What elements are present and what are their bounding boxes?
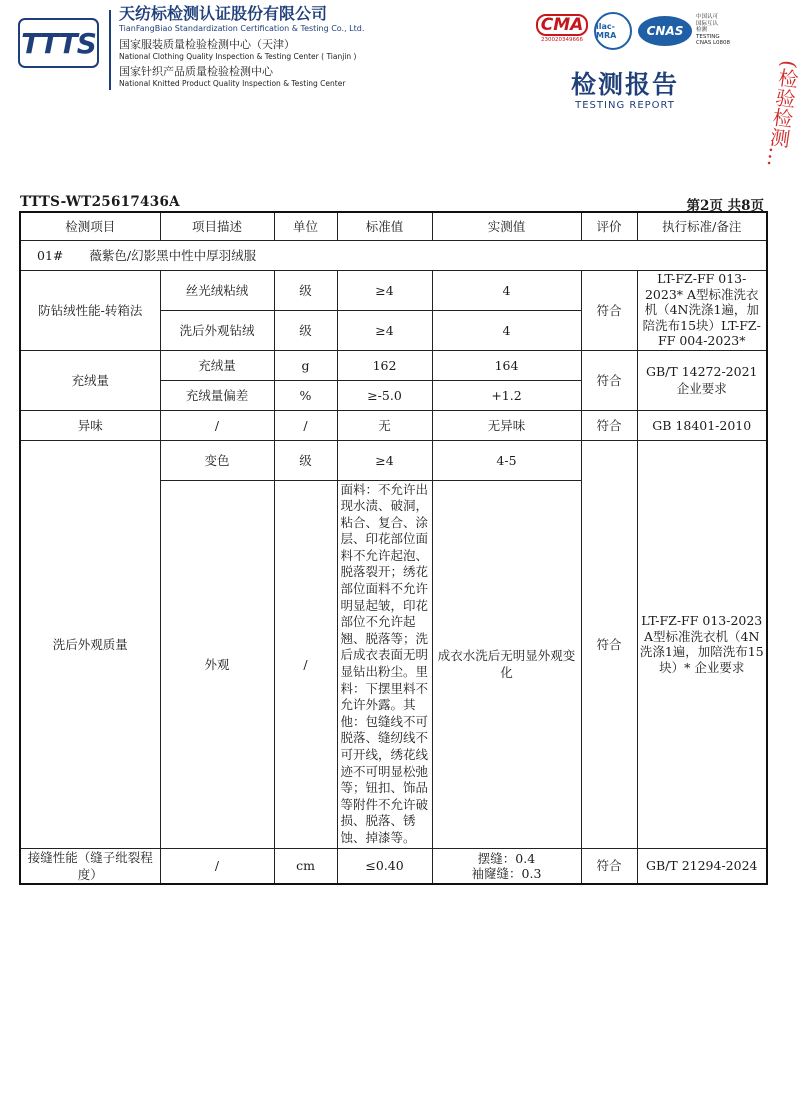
measured-side-seam: 摆缝：0.4 [477,850,536,866]
standard-cell: 无 [337,410,432,440]
desc-cell: 外观 [160,480,274,848]
logo-text: TTTS [21,26,96,60]
note-cell: GB/T 21294-2024 [637,848,767,884]
desc-cell: 丝光绒粘绒 [160,270,274,310]
company-name-cn: 天纺标检测认证股份有限公司 [119,4,328,23]
cnas-mark [638,16,692,46]
evaluation-cell: 符合 [581,848,637,884]
desc-cell: 变色 [160,440,274,480]
standard-cell: ≥-5.0 [337,380,432,410]
evaluation-cell: 符合 [581,270,637,350]
measured-cell: 4 [432,310,581,350]
stamp-text: (检验检测… [762,58,802,169]
cma-mark [536,14,588,44]
measured-cell: 164 [432,350,581,380]
measured-cell: 无异味 [432,410,581,440]
company-logo [18,18,99,68]
header-description: 项目描述 [160,212,274,240]
desc-cell: 充绒量 [160,350,274,380]
measured-cell: +1.2 [432,380,581,410]
sample-info [20,240,767,270]
header-test-item: 检测项目 [20,212,160,240]
measured-cell: 4-5 [432,440,581,480]
cnas-label: CNAS [646,24,684,38]
unit-cell: % [274,380,337,410]
header-measured-value: 实测值 [432,212,581,240]
unit-cell: cm [274,848,337,884]
header-evaluation: 评价 [581,212,637,240]
unit-cell: 级 [274,440,337,480]
report-number: TTTS-WT25617436A [20,194,180,210]
evaluation-cell: 符合 [581,350,637,410]
sample-name: 薇紫色/幻影黑中性中厚羽绒服 [89,247,257,263]
measured-armhole-seam: 袖窿缝：0.3 [471,865,542,881]
organization-info [119,4,364,92]
header-divider [109,10,111,90]
header-unit: 单位 [274,212,337,240]
table-row [20,410,767,440]
desc-cell: 洗后外观钻绒 [160,310,274,350]
accreditation-marks [536,12,736,48]
cma-number: 230020349666 [541,37,583,43]
measured-cell [432,848,581,884]
center2-name-cn: 国家针织产品质量检验检测中心 [119,65,273,78]
standard-cell: ≤0.40 [337,848,432,884]
header-standard-note: 执行标准/备注 [637,212,767,240]
cnas-text: 中国认可 国际互认 检测 TESTING CNAS L0808 [696,14,731,46]
center2-name-en: National Knitted Product Quality Inspection & Testing Center [119,79,346,88]
table-row [20,350,767,380]
header-standard-value: 标准值 [337,212,432,240]
desc-cell: / [160,410,274,440]
company-name-en: TianFangBiao Standardization Certification & Testing Co., Ltd. [119,24,365,33]
report-title-cn: 检测报告 [570,70,679,99]
standard-cell: ≥4 [337,310,432,350]
measured-cell: 4 [432,270,581,310]
sample-number: 01# [37,247,64,263]
cma-logo: CMA [536,14,588,36]
center1-name-cn: 国家服装质量检验检测中心（天津） [119,38,295,51]
desc-cell: 充绒量偏差 [160,380,274,410]
report-title-en: TESTING REPORT [575,100,675,111]
item-down-proof: 防钻绒性能-转箱法 [20,270,160,350]
standard-cell: ≥4 [337,440,432,480]
table-row [20,848,767,884]
unit-cell: 级 [274,310,337,350]
table-row [20,440,767,480]
sample-row [20,240,767,270]
table-header-row [20,212,767,240]
note-cell: LT-FZ-FF 013-2023 A型标准洗衣机（4N洗涤1遍，加陪洗布15块）* 企业要求 [637,440,767,848]
measured-cell: 成衣水洗后无明显外观变化 [432,480,581,848]
unit-cell: g [274,350,337,380]
report-title [565,70,685,112]
evaluation-cell: 符合 [581,410,637,440]
standard-cell: ≥4 [337,270,432,310]
item-seam-slippage: 接缝性能（缝子纰裂程度） [20,848,160,884]
unit-cell: / [274,410,337,440]
note-cell: GB/T 14272-2021 企业要求 [637,350,767,410]
note-cell: GB 18401-2010 [637,410,767,440]
unit-cell: 级 [274,270,337,310]
ilac-mra-mark [594,12,632,50]
test-results-table [19,211,768,885]
center1-name-en: National Clothing Quality Inspection & Testing Center ( Tianjin ) [119,52,357,61]
standard-cell: 162 [337,350,432,380]
desc-cell: / [160,848,274,884]
evaluation-cell: 符合 [581,440,637,848]
ilac-label: ilac-MRA [596,22,617,40]
item-odor: 异味 [20,410,160,440]
standard-requirement-text: 面料：不允许出现水渍、破洞，粘合、复合、涂层、印花部位面料不允许起泡、脱落裂开；绣花部位面料不允许明显起皱，印花部位不允许起翘、脱落等；洗后成衣表面无明显钻出粉尘。里料：下摆里料不允许外露。其他：包缝线不可脱落、缝纫线不可开线，绣花线迹不可明显松弛等；钮扣、饰品等附件不允许破损、脱落、锈蚀、掉漆等。 [337,480,432,848]
table-row [20,270,767,310]
page-number: 第2页 共8页 [686,198,764,214]
item-fill-weight: 充绒量 [20,350,160,410]
item-appearance-after-wash: 洗后外观质量 [20,440,160,848]
note-cell: LT-FZ-FF 013-2023* A型标准洗衣机（4N洗涤1遍，加陪洗布15块）LT-FZ-FF 004-2023* [637,270,767,350]
unit-cell: / [274,480,337,848]
official-seal-stamp [762,60,802,180]
